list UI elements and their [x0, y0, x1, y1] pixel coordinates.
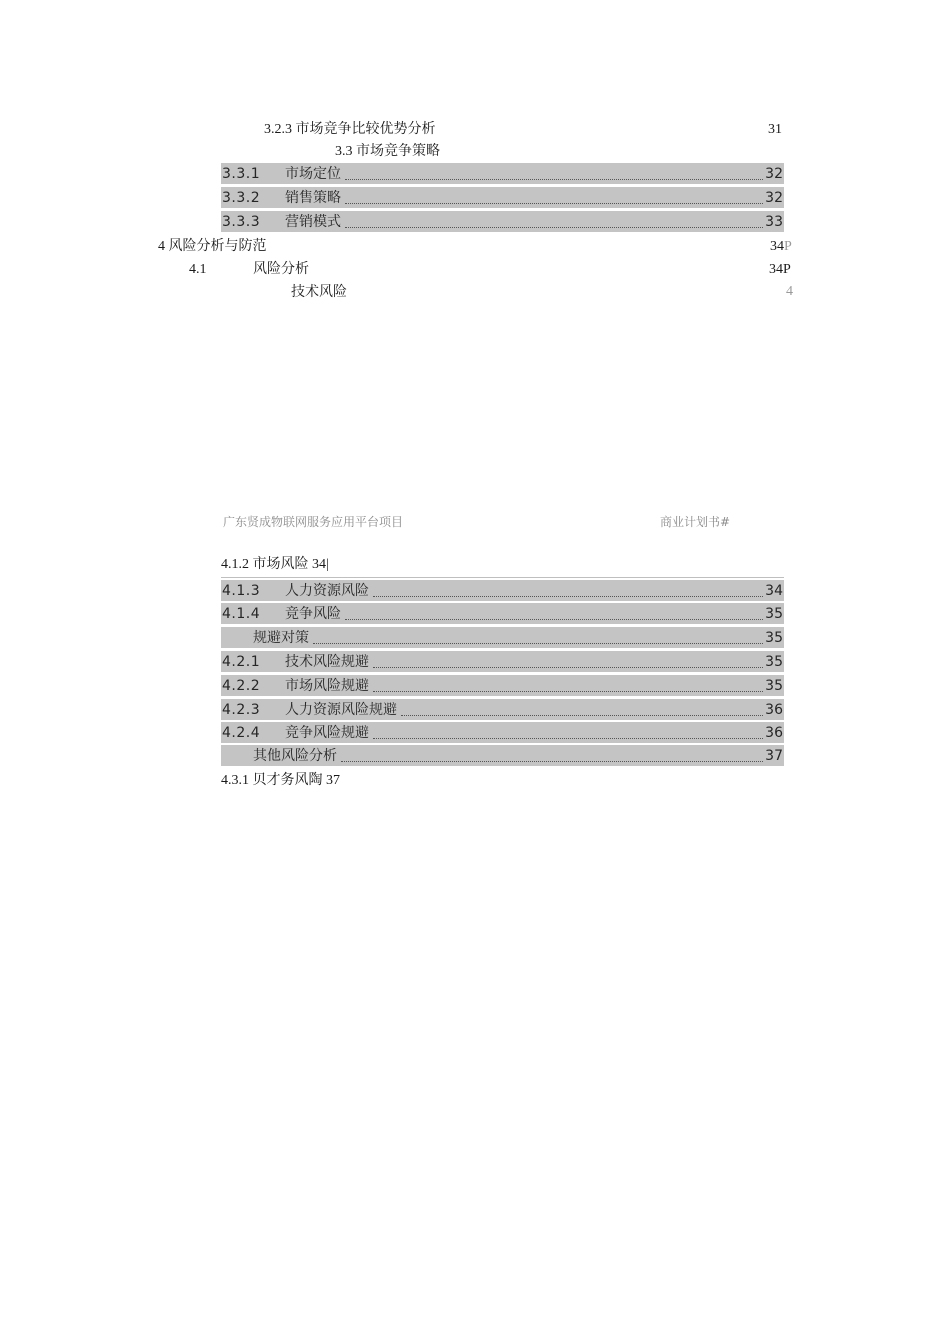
toc-leader-dots — [401, 715, 763, 716]
toc-row-page: 33 — [765, 214, 783, 230]
toc-page-3-2-3: 31 — [768, 122, 782, 137]
toc-entry-4-1-1[interactable]: 技术风险 — [291, 285, 347, 300]
toc-page-4-1: 34P — [769, 262, 791, 277]
toc-row-title: 规避对策 — [253, 630, 309, 646]
toc-leader-dots — [341, 761, 763, 762]
toc-row-page: 32 — [765, 166, 783, 182]
toc-leader-dots — [373, 691, 763, 692]
toc-row-title: 竞争风险 — [285, 606, 341, 622]
toc-row-4-2-4[interactable] — [221, 722, 784, 743]
toc-row-title: 竞争风险规避 — [285, 725, 369, 741]
toc-row-page: 36 — [765, 702, 783, 718]
toc-page-4-1-1: 4 — [786, 284, 793, 299]
toc-leader-dots — [373, 667, 763, 668]
toc-row-title: 销售策略 — [285, 190, 341, 206]
toc-number-4-1: 4.1 — [189, 262, 207, 277]
header-project-name: 广东贤成物联网服务应用平台项目 — [223, 515, 404, 529]
toc-row-page: 34 — [765, 583, 783, 599]
toc-leader-dots — [345, 227, 763, 228]
toc-entry-4-1[interactable]: 风险分析 — [253, 262, 309, 277]
toc-leader-dots — [345, 203, 763, 204]
toc-leader-dots — [313, 643, 763, 644]
toc-row-number: 4.1.3 — [222, 583, 261, 599]
toc-entry-4-3-1[interactable]: 4.3.1 贝才务风陶 37 — [221, 773, 340, 788]
toc-row-page: 32 — [765, 190, 783, 206]
toc-entry-3-2-3[interactable]: 3.2.3 市场竞争比较优势分析 — [264, 122, 436, 137]
toc-row-avoidance-measures[interactable] — [221, 627, 784, 648]
toc-entry-4[interactable]: 4 风险分析与防范 — [158, 239, 267, 254]
toc-row-title: 其他风险分析 — [253, 748, 337, 764]
toc-row-title: 营销模式 — [285, 214, 341, 230]
toc-row-page: 35 — [765, 606, 783, 622]
toc-row-page: 35 — [765, 678, 783, 694]
toc-row-4-2-1[interactable] — [221, 651, 784, 672]
toc-row-page: 37 — [765, 748, 783, 764]
toc-row-title: 人力资源风险 — [285, 583, 369, 599]
toc-entry-4-1-2[interactable]: 4.1.2 市场风险 34| — [221, 557, 329, 572]
toc-row-title: 人力资源风险规避 — [285, 702, 397, 718]
toc-entry-3-3[interactable]: 3.3 市场竞争策略 — [335, 144, 440, 159]
toc-row-title: 市场定位 — [285, 166, 341, 182]
toc-row-4-1-4[interactable] — [221, 603, 784, 624]
toc-row-number: 4.2.4 — [222, 725, 261, 741]
toc-leader-dots — [373, 738, 763, 739]
toc-row-3-3-3[interactable] — [221, 211, 784, 232]
toc-row-4-2-3[interactable] — [221, 699, 784, 720]
toc-row-number: 3.3.2 — [222, 190, 261, 206]
toc-row-3-3-1[interactable] — [221, 163, 784, 184]
toc-row-number: 4.2.3 — [222, 702, 261, 718]
toc-page-4 — [770, 238, 792, 256]
toc-leader-dots — [345, 179, 763, 180]
header-document-type: 商业计划书# — [660, 515, 731, 529]
toc-row-other-risk-analysis[interactable] — [221, 745, 784, 766]
toc-divider — [221, 577, 784, 578]
toc-leader-dots — [345, 619, 763, 620]
toc-row-number: 4.1.4 — [222, 606, 261, 622]
toc-page-4-suffix: P — [784, 239, 792, 254]
toc-row-number: 3.3.3 — [222, 214, 261, 230]
toc-leader-dots — [373, 596, 763, 597]
toc-row-4-2-2[interactable] — [221, 675, 784, 696]
toc-page-4-number: 34 — [770, 239, 784, 254]
toc-row-number: 3.3.1 — [222, 166, 261, 182]
toc-row-number: 4.2.1 — [222, 654, 261, 670]
toc-row-page: 35 — [765, 630, 783, 646]
toc-row-3-3-2[interactable] — [221, 187, 784, 208]
toc-row-page: 36 — [765, 725, 783, 741]
toc-row-title: 技术风险规避 — [285, 654, 369, 670]
toc-row-page: 35 — [765, 654, 783, 670]
toc-row-number: 4.2.2 — [222, 678, 261, 694]
toc-row-title: 市场风险规避 — [285, 678, 369, 694]
toc-row-4-1-3[interactable] — [221, 580, 784, 601]
